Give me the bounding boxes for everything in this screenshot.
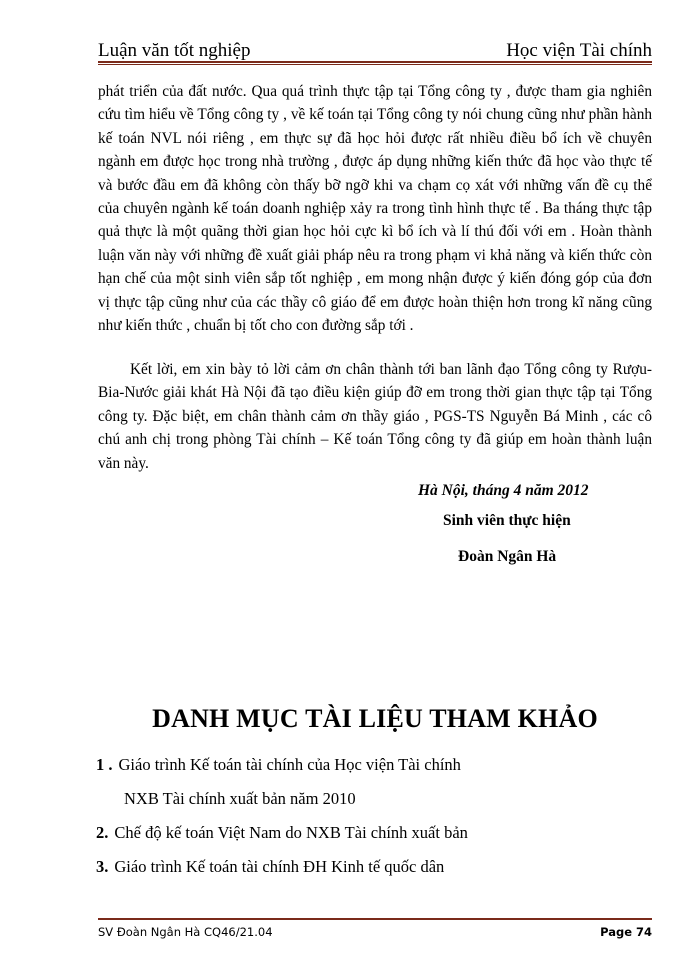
signature-role: Sinh viên thực hiện: [443, 512, 571, 529]
header-thesis-label: Luận văn tốt nghiệp: [98, 40, 251, 61]
body-paragraph-1: phát triển của đất nước. Qua quá trình thực tập tại Tổng công ty , được tham gia nghiên cứu tìm hiểu về Tổng công ty , về kế toán tại Tổng công ty nói chung cũng như phần hành kế toán NVL nói riêng , em thực sự đã học hỏi được rất nhiều điều bổ ích về chuyên ngành em được học trong nhà trường , được áp dụng những kiến thức đã học vào thực tế và bước đầu em đã không còn thấy bỡ ngỡ khi va chạm cọ xát với những vấn đề cụ thể của chuyên ngành kế toán doanh nghiệp xảy ra trong tình hình thực tế . Ba tháng thực tập quả thực là một quãng thời gian học hỏi cực kì bổ ích và lí thú đối với em . Hoàn thành luận văn này với những đề xuất giải pháp nêu ra trong phạm vi khả năng và kiến thức còn hạn chế của một sinh viên sắp tốt nghiệp , em mong nhận được ý kiến đóng góp của đơn vị thực tập cũng như của các thầy cô giáo để em được hoàn thiện hơn trong kĩ năng cũng như kiến thức , chuẩn bị tốt cho con đường sắp tới .: [98, 83, 652, 335]
reference-item-2: [96, 823, 468, 843]
reference-text: NXB Tài chính xuất bản năm 2010: [124, 789, 356, 808]
page-header: [98, 34, 652, 62]
reference-text: Giáo trình Kế toán tài chính của Học viện Tài chính: [118, 755, 461, 774]
reference-item-1: [96, 755, 461, 775]
reference-item-3: [96, 857, 444, 877]
footer-student-label: SV Đoàn Ngân Hà CQ46/21.04: [98, 925, 273, 939]
body-paragraph-2: Kết lời, em xin bày tỏ lời cảm ơn chân thành tới ban lãnh đạo Tổng công ty Rượu-Bia-Nước giải khát Hà Nội đã tạo điều kiện giúp đỡ em trong thời gian thực tập tại Tổng công ty. Đặc biệt, em chân thành cảm ơn thầy giáo , PGS-TS Nguyễn Bá Minh , các cô chú anh chị trong phòng Tài chính – Kế toán Tổng công ty đã giúp em hoàn thành luận văn này.: [98, 361, 652, 472]
footer-page-number: Page 74: [600, 925, 652, 939]
reference-item-1-publisher: [124, 789, 356, 809]
footer-divider: [98, 918, 652, 920]
reference-number: 1 .: [96, 755, 113, 774]
header-divider: [98, 61, 652, 63]
signature-date: Hà Nội, tháng 4 năm 2012: [418, 482, 589, 499]
page-footer: [98, 925, 652, 939]
reference-text: Giáo trình Kế toán tài chính ĐH Kinh tế quốc dân: [114, 857, 445, 876]
header-divider-thin: [98, 64, 652, 65]
reference-number: 3.: [96, 857, 109, 876]
reference-number: 2.: [96, 823, 109, 842]
references-title: DANH MỤC TÀI LIỆU THAM KHẢO: [152, 704, 598, 733]
header-institution-label: Học viện Tài chính: [506, 40, 652, 61]
signature-name: Đoàn Ngân Hà: [458, 548, 557, 565]
reference-text: Chế độ kế toán Việt Nam do NXB Tài chính xuất bản: [114, 823, 468, 842]
